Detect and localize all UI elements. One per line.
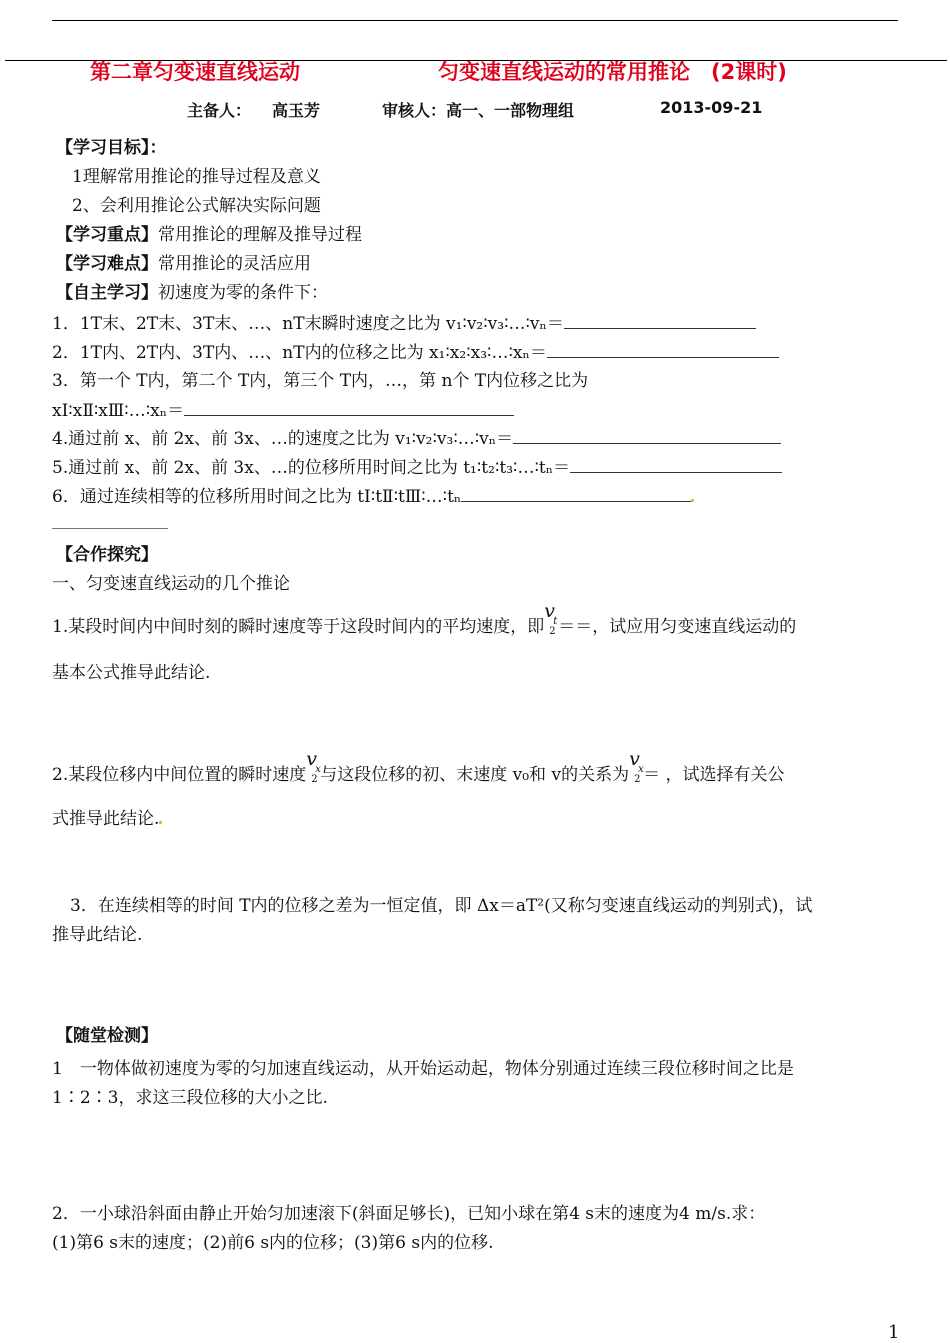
check-q2-line1: 2．一小球沿斜面由静止开始匀加速滚下(斜面足够长)，已知小球在第4 s末的速度为4 m/s.求：	[52, 1204, 766, 1224]
q3-text: xⅠ∶xⅡ∶xⅢ∶…∶xₙ＝	[52, 401, 185, 421]
author-name: 高玉芳	[272, 101, 321, 120]
check-q1-line2: 1∶2∶3，求这三段位移的大小之比.	[52, 1088, 328, 1108]
goals-heading: 【学习目标】：	[56, 138, 167, 158]
short-rule	[52, 528, 168, 529]
p2-text-b: 与这段位移的初、末速度 v₀和 v的关系为	[320, 765, 630, 785]
v-letter: v	[544, 600, 555, 622]
author-label: 主备人：	[187, 101, 252, 120]
v-sub: t	[553, 616, 558, 627]
q1-text: 1．1T末、2T末、3T末、…、nT末瞬时速度之比为 v₁∶v₂∶v₃∶…∶vₙ＝	[52, 314, 564, 334]
self-study-intro: 初速度为零的条件下：	[158, 283, 328, 303]
q4-text: 4.通过前 x、前 2x、前 3x、…的速度之比为 v₁∶v₂∶v₃∶…∶vₙ＝	[52, 429, 514, 449]
v-half-x-symbol-2	[629, 748, 644, 785]
check-q2-line2: (1)第6 s末的速度；(2)前6 s内的位移；(3)第6 s内的位移.	[52, 1233, 494, 1253]
explore-section-title: 一、匀变速直线运动的几个推论	[52, 574, 290, 594]
v-half-x-symbol	[306, 748, 321, 785]
v-den: 2	[311, 774, 318, 785]
v-sub: x	[638, 764, 644, 775]
explore-p1-line2: 基本公式推导此结论.	[52, 663, 211, 683]
p2-text-a: 2.某段位移内中间位置的瞬时速度	[52, 765, 307, 785]
reviewer: 审核人：高一、一部物理组	[382, 101, 575, 120]
v-letter: v	[306, 748, 317, 770]
q6-text: 6．通过连续相等的位移所用时间之比为 tⅠ∶tⅡ∶tⅢ∶…∶tₙ	[52, 487, 462, 507]
self-study-q6	[52, 482, 694, 507]
focus-heading: 【学习重点】	[56, 225, 158, 245]
goal-item-1: 1理解常用推论的推导过程及意义	[72, 167, 321, 187]
v-den: 2	[634, 774, 641, 785]
stray-dot-2	[159, 821, 162, 824]
check-heading: 【随堂检测】	[56, 1026, 158, 1046]
difficulty-text: 常用推论的灵活应用	[158, 254, 311, 274]
self-study-heading: 【自主学习】	[56, 283, 158, 303]
lesson-title: 匀变速直线运动的常用推论 (2课时)	[438, 60, 787, 84]
difficulty-heading: 【学习难点】	[56, 254, 158, 274]
p1-text-b: ＝＝，试应用匀变速直线运动的	[558, 617, 797, 637]
goal-item-2: 2、会利用推论公式解决实际问题	[72, 196, 321, 216]
v-half-t-symbol	[544, 600, 558, 637]
q4-blank[interactable]	[513, 429, 781, 444]
focus-line	[56, 220, 362, 245]
explore-p3-line2: 推导此结论.	[52, 925, 143, 945]
self-study-q3a: 3．第一个 T内，第二个 T内，第三个 T内，…，第 n个 T内位移之比为	[52, 371, 589, 391]
p2-text-e: .	[154, 809, 160, 829]
q1-blank[interactable]	[564, 314, 756, 329]
v-letter: v	[629, 748, 640, 770]
q5-blank[interactable]	[570, 458, 782, 473]
q3-blank[interactable]	[184, 401, 514, 416]
explore-heading: 【合作探究】	[56, 545, 158, 565]
date: 2013-09-21	[660, 98, 763, 117]
self-study-q4	[52, 424, 781, 449]
explore-p2-line1	[52, 748, 785, 785]
self-study-q1	[52, 309, 756, 334]
q5-text: 5.通过前 x、前 2x、前 3x、…的位移所用时间之比为 t₁∶t₂∶t₃∶…∶tₙ＝	[52, 458, 571, 478]
explore-p1-line1	[52, 600, 797, 637]
p2-text-c: ＝ ，试选择有关公	[643, 765, 785, 785]
chapter-title: 第二章匀变速直线运动	[90, 60, 300, 84]
self-study-q5	[52, 453, 782, 478]
p1-text-a: 1.某段时间内中间时刻的瞬时速度等于这段时间内的平均速度，即	[52, 617, 545, 637]
self-study-q3b	[52, 396, 514, 421]
stray-dot	[691, 499, 694, 502]
page-number: 1	[888, 1322, 900, 1343]
v-sub: x	[315, 764, 321, 775]
p2-text-d: 式推导此结论	[52, 809, 154, 829]
q2-blank[interactable]	[547, 343, 779, 358]
explore-p2-line2	[52, 804, 162, 829]
q6-blank[interactable]	[461, 487, 691, 502]
focus-text: 常用推论的理解及推导过程	[158, 225, 362, 245]
difficulty-line	[56, 249, 311, 274]
v-den: 2	[549, 626, 556, 637]
q2-text: 2．1T内、2T内、3T内、…、nT内的位移之比为 x₁∶x₂∶x₃∶…∶xₙ＝	[52, 343, 547, 363]
self-study-q2	[52, 338, 779, 363]
check-q1-line1: 1 一物体做初速度为零的匀加速直线运动，从开始运动起，物体分别通过连续三段位移时间之比是	[52, 1059, 794, 1079]
top-rule	[52, 20, 898, 21]
explore-p3-line1: 3．在连续相等的时间 T内的位移之差为一恒定值，即 Δx＝aT²(又称匀变速直线运动的判别式)，试	[70, 896, 813, 916]
self-study-line	[56, 278, 328, 303]
